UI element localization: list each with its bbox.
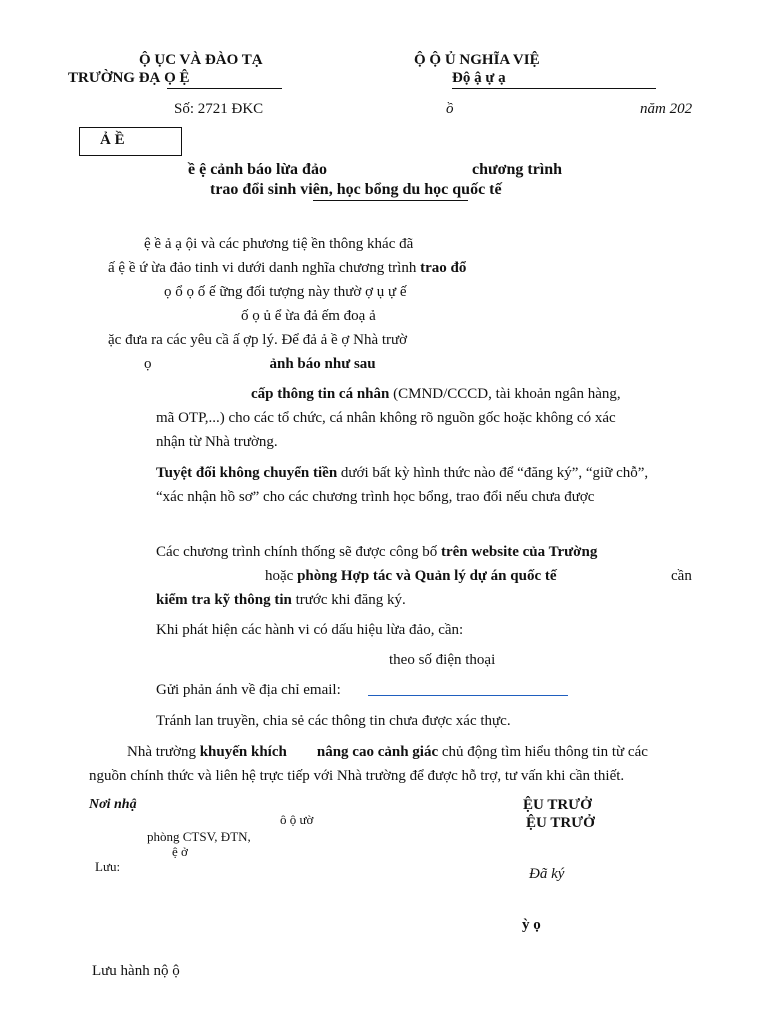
subject-underline [313, 200, 468, 201]
ministry-name: Ộ ỤC VÀ ĐÀO TẠ [139, 52, 263, 68]
place-date: ồ [446, 101, 454, 117]
item-2-text: dưới bất kỳ hình thức nào để “đăng ký”, “giữ chỗ”, [337, 465, 649, 481]
closing-line-1 [127, 740, 648, 764]
item-1-bold: cấp thông tin cá nhân [251, 386, 390, 402]
item-2-bold: Tuyệt đối không chuyển tiền [156, 465, 338, 481]
recipients-heading: Nơi nhậ [89, 797, 137, 812]
closing-text-rest: chủ động tìm hiểu thông tin từ các [438, 744, 648, 760]
document-type-label: Ả Ề [100, 132, 125, 148]
closing-bold-2: nâng cao cảnh giác [316, 744, 439, 760]
item-2-line-1 [156, 461, 648, 485]
item-3-line-2 [265, 564, 557, 588]
intro-line-4: ố ọ ủ ể ừa đả ếm đoạ ả [241, 308, 376, 324]
intro-line-3: ọ ổ ọ ố ế ững đối tượng này thườ ợ ụ ự ế [164, 284, 407, 300]
signature-title-1: ỆU TRƯỞ [523, 797, 592, 813]
item-4-line-1: Khi phát hiện các hành vi có dấu hiệu lừa đảo, cần: [156, 622, 464, 638]
item-1-line-2: mã OTP,...) cho các tổ chức, cá nhân không rõ nguồn gốc hoặc không có xác [156, 410, 616, 426]
recipient-2: phòng CTSV, ĐTN, [147, 829, 251, 844]
item-3-line-2-end: cần [671, 568, 692, 584]
item-3-bold: trên website của Trường [441, 544, 598, 560]
internal-circulation-note: Lưu hành nộ ộ [92, 963, 180, 979]
item-3-l3-bold: kiểm tra kỹ thông tin [156, 592, 292, 608]
item-3-l2-bold: phòng Hợp tác và Quản lý dự án quốc tế [297, 568, 557, 584]
intro-line-2-bold: trao đổ [420, 260, 467, 276]
document-number: Số: 2721 ĐKC [174, 101, 264, 117]
closing-bold-1: khuyến khích [199, 744, 287, 760]
university-underline [167, 88, 282, 89]
university-name: TRƯỜNG ĐẠ Ọ Ệ [68, 70, 190, 86]
subject-line1-b: chương trình [472, 161, 563, 178]
item-1-line-3: nhận từ Nhà trường. [156, 434, 278, 450]
intro-line-1: ệ ề ả ạ ội và các phương tiệ ền thông khác đã [144, 236, 414, 252]
date-year: năm 202 [640, 101, 693, 117]
national-title: Ộ Ộ Ủ NGHĨA VIỆ [414, 52, 540, 68]
motto-underline [452, 88, 656, 89]
item-4-phone: theo số điện thoại [389, 652, 496, 668]
item-1-text: (CMND/CCCD, tài khoản ngân hàng, [389, 386, 621, 402]
item-6: Tránh lan truyền, chia sẻ các thông tin chưa được xác thực. [156, 713, 511, 729]
closing-line-2: nguồn chính thức và liên hệ trực tiếp với Nhà trường để được hỗ trợ, tư vấn khi cần thiết. [89, 768, 625, 784]
national-motto: Độ ậ ự ạ [452, 70, 506, 86]
item-3-l2-text: hoặc [265, 568, 298, 584]
intro-line-6 [144, 352, 376, 376]
item-3-line-1 [156, 540, 597, 564]
recipient-archive: Lưu: [95, 859, 121, 874]
intro-line-2 [108, 256, 466, 280]
signature-title-2: ỆU TRƯỞ [526, 815, 595, 831]
recipient-1: ô ộ ườ [280, 812, 314, 827]
document-type-box [79, 127, 182, 156]
closing-text-a: Nhà trường [127, 744, 200, 760]
signature-signed: Đã ký [529, 866, 565, 882]
item-2-line-2: “xác nhận hồ sơ” cho các chương trình học bổng, trao đổi nếu chưa được [156, 489, 595, 505]
item-3-text: Các chương trình chính thống sẽ được công bố [156, 544, 441, 560]
item-1-line-1 [251, 382, 621, 406]
item-3-line-3 [156, 588, 406, 612]
email-link-underline[interactable] [368, 695, 568, 696]
item-5-email-label: Gửi phản ánh về địa chỉ email: [156, 682, 341, 698]
intro-line-2-text: ấ ệ ề ứ ừa đảo tinh vi dưới danh nghĩa chương trình [108, 260, 421, 276]
recipient-3: ệ ở [172, 844, 188, 859]
intro-line-5: ặc đưa ra các yêu cầ ấ ợp lý. Để đả ả ề ợ Nhà trườ [108, 332, 408, 348]
signatory-name: ỳ ọ [522, 917, 541, 933]
subject-line2: trao đổi sinh viên, học bổng du học quốc tế [210, 181, 502, 198]
intro-line-6-bold: ảnh báo như sau [269, 356, 376, 372]
item-3-l3-text: trước khi đăng ký. [291, 592, 406, 608]
subject-line1-a: ề ệ cảnh báo lừa đảo [188, 161, 327, 178]
intro-line-6-text: ọ [144, 356, 152, 372]
